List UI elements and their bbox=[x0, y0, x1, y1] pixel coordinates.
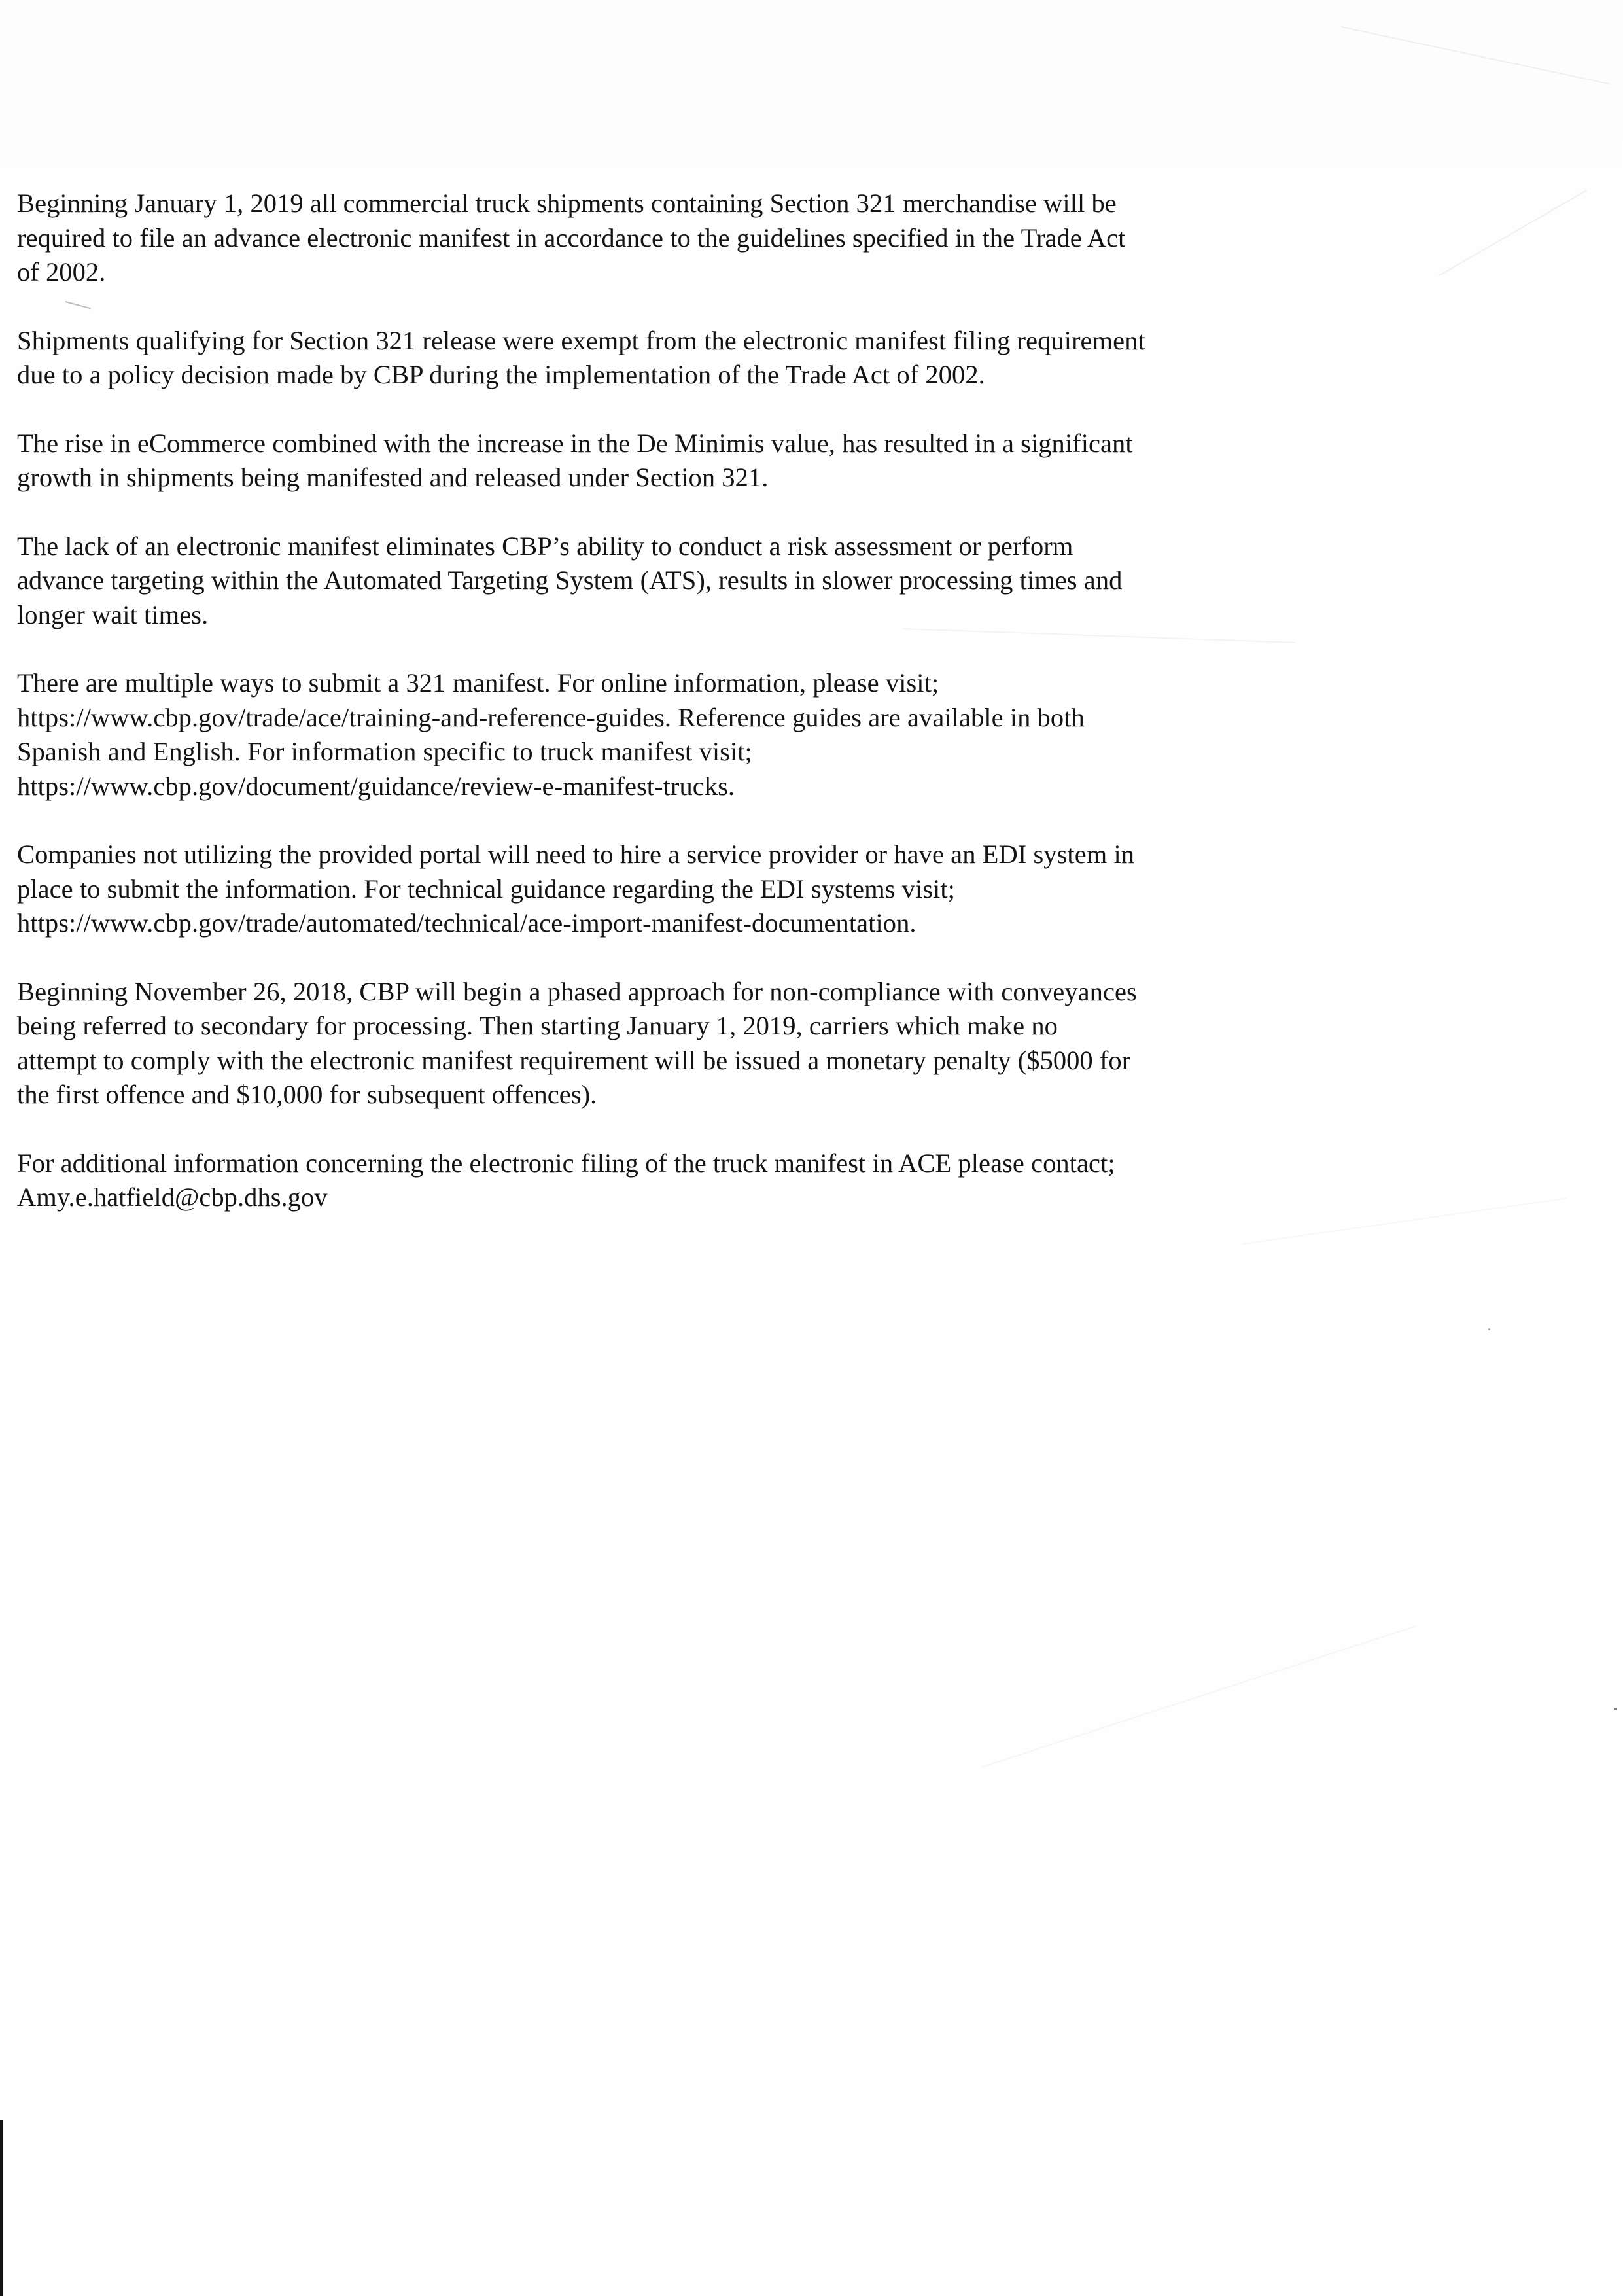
letter-body bbox=[17, 186, 1332, 1215]
scan-edge-mark bbox=[0, 2120, 3, 2296]
paragraph-prior-exemption: Shipments qualifying for Section 321 release were exempt from the electronic manifest filing requirement due to a policy decision made by CBP during the implementation of the Trade Act of 2002. bbox=[17, 325, 1145, 389]
paragraph-effective-date: Beginning January 1, 2019 all commercial truck shipments containing Section 321 merchandise will be required to file an advance electronic manifest in accordance to the guidelines specified in the Trade Act of 2002. bbox=[17, 188, 1126, 287]
paper-crease bbox=[1341, 26, 1610, 84]
paragraph-submission-methods: There are multiple ways to submit a 321 manifest. For online information, please visit; https://www.cbp.gov/trade/ace/training-and-reference-guides. Reference guides are available in both Spanish and English. For information specific to truck manifest visit; https://www.cbp.gov/document/guidance/review-e-manifest-trucks. bbox=[17, 668, 1085, 801]
paragraph-contact: For additional information concerning the electronic filing of the truck manifest in ACE please contact; Amy.e.hatfield@cbp.dhs.gov bbox=[17, 1148, 1115, 1212]
paragraph-penalties: Beginning November 26, 2018, CBP will begin a phased approach for non-compliance with conveyances being referred to secondary for processing. Then starting January 1, 2019, carriers which make no attempt to comply with the electronic manifest requirement will be issued a monetary penalty ($5000 for the first offence and $10,000 for subsequent offences). bbox=[17, 976, 1137, 1109]
paragraph-edi-guidance: Companies not utilizing the provided portal will need to hire a service provider or have an EDI system in place to submit the information. For technical guidance regarding the EDI systems visit; https://www.cbp.gov/trade/automated/technical/ace-import-manifest-documentation. bbox=[17, 839, 1135, 938]
scan-speck bbox=[1614, 1708, 1617, 1710]
paragraph-ecommerce-growth: The rise in eCommerce combined with the increase in the De Minimis value, has resulted in a significant growth in shipments being manifested and released under Section 321. bbox=[17, 428, 1133, 492]
paragraph-risk-assessment: The lack of an electronic manifest eliminates CBP’s ability to conduct a risk assessment or perform advance targeting within the Automated Targeting System (ATS), results in slower processing times and longer wait times. bbox=[17, 531, 1123, 629]
paper-crease bbox=[1439, 190, 1587, 276]
paper-crease bbox=[981, 1625, 1417, 1768]
scan-speck bbox=[1488, 1328, 1490, 1330]
